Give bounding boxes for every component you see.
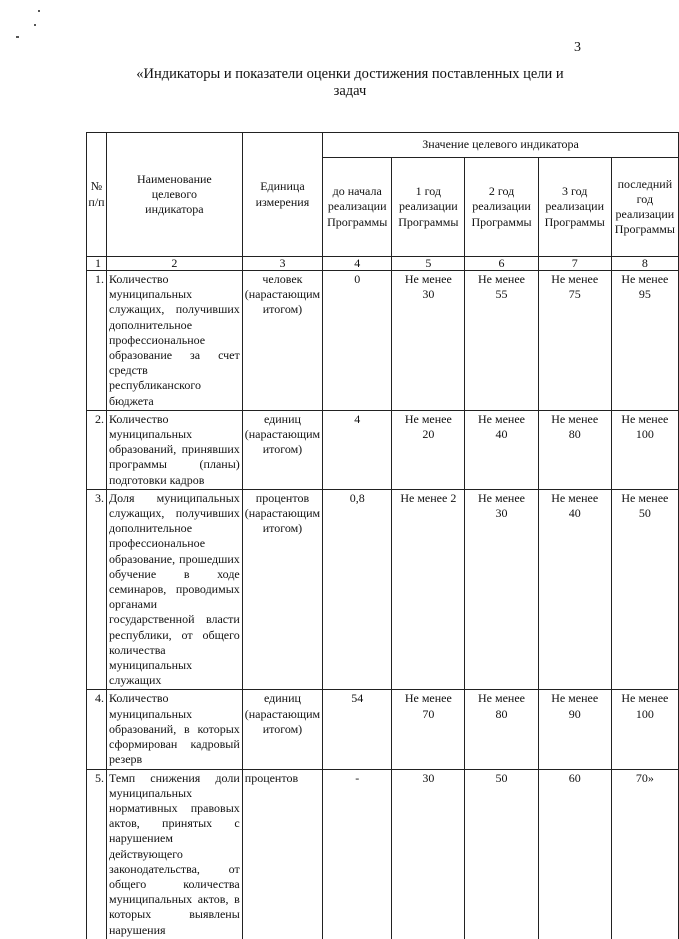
row-num: 3. [87,489,107,690]
header-row [87,133,679,158]
header-last-year: последний год реализации Программы [611,158,678,257]
row-unit: человек (нарастающим итогом) [242,271,322,411]
column-number: 8 [611,257,678,271]
table-row [87,271,679,411]
row-unit: единиц (нарастающим итогом) [242,410,322,489]
document-title: «Индикаторы и показатели оценки достижения поставленных цели и задач [136,66,564,99]
row-value-before: 4 [323,410,392,489]
row-value-last: Не менее 50 [611,489,678,690]
row-num: 1. [87,271,107,411]
row-value-last: Не менее 100 [611,690,678,769]
header-num: № п/п [87,133,107,257]
row-indicator-name: Количество муниципальных служащих, получивших дополнительное профессиональное образование за счет средств республиканского бюджета [107,271,243,411]
column-number: 4 [323,257,392,271]
row-value-year-1: Не менее 2 [392,489,465,690]
row-value-year-2: Не менее 40 [465,410,538,489]
row-indicator-name: Количество муниципальных образований, принявших программы (планы) подготовки кадров [107,410,243,489]
scan-speck [16,36,19,38]
row-indicator-name: Темп снижения доли муниципальных нормативных правовых актов, принятых с нарушением действующего законодательства, от общего количества муниципальных актов, в которых выявлены нарушения [107,769,243,939]
row-value-before: 0 [323,271,392,411]
row-value-last: 70» [611,769,678,939]
page-number: 3 [574,40,581,55]
row-value-year-1: Не менее 30 [392,271,465,411]
row-value-year-3: Не менее 40 [538,489,611,690]
header-name: Наименование целевого индикатора [107,133,243,257]
scan-speck [38,10,40,12]
table-row [87,769,679,939]
row-value-year-3: Не менее 75 [538,271,611,411]
row-value-before: - [323,769,392,939]
table-row [87,690,679,769]
row-value-year-2: Не менее 80 [465,690,538,769]
row-value-year-3: 60 [538,769,611,939]
row-value-year-3: Не менее 80 [538,410,611,489]
row-value-before: 54 [323,690,392,769]
row-value-last: Не менее 100 [611,410,678,489]
indicators-table [86,132,679,939]
row-value-year-2: Не менее 30 [465,489,538,690]
row-unit: процентов [242,769,322,939]
row-value-year-1: 30 [392,769,465,939]
row-indicator-name: Количество муниципальных образований, в которых сформирован кадровый резерв [107,690,243,769]
row-value-year-3: Не менее 90 [538,690,611,769]
row-indicator-name: Доля муниципальных служащих, получивших дополнительное профессиональное образование, прошедших обучение в ходе семинаров, проводимых органами государственной власти республики, от общего количества муниципальных служащих [107,489,243,690]
row-num: 2. [87,410,107,489]
column-number: 3 [242,257,322,271]
table-row [87,410,679,489]
column-number: 5 [392,257,465,271]
row-value-before: 0,8 [323,489,392,690]
row-value-last: Не менее 95 [611,271,678,411]
column-number: 2 [107,257,243,271]
header-year-2: 2 год реализации Программы [465,158,538,257]
row-value-year-1: Не менее 20 [392,410,465,489]
scan-speck [34,24,36,26]
row-value-year-1: Не менее 70 [392,690,465,769]
header-year-1: 1 год реализации Программы [392,158,465,257]
header-before: до начала реализации Программы [323,158,392,257]
header-value-group: Значение целевого индикатора [323,133,679,158]
header-year-3: 3 год реализации Программы [538,158,611,257]
row-unit: единиц (нарастающим итогом) [242,690,322,769]
row-num: 4. [87,690,107,769]
table-row [87,489,679,690]
row-unit: процентов (нарастающим итогом) [242,489,322,690]
column-number: 7 [538,257,611,271]
column-number-row [87,257,679,271]
row-value-year-2: Не менее 55 [465,271,538,411]
header-unit: Единица измерения [242,133,322,257]
column-number: 6 [465,257,538,271]
row-value-year-2: 50 [465,769,538,939]
column-number: 1 [87,257,107,271]
row-num: 5. [87,769,107,939]
